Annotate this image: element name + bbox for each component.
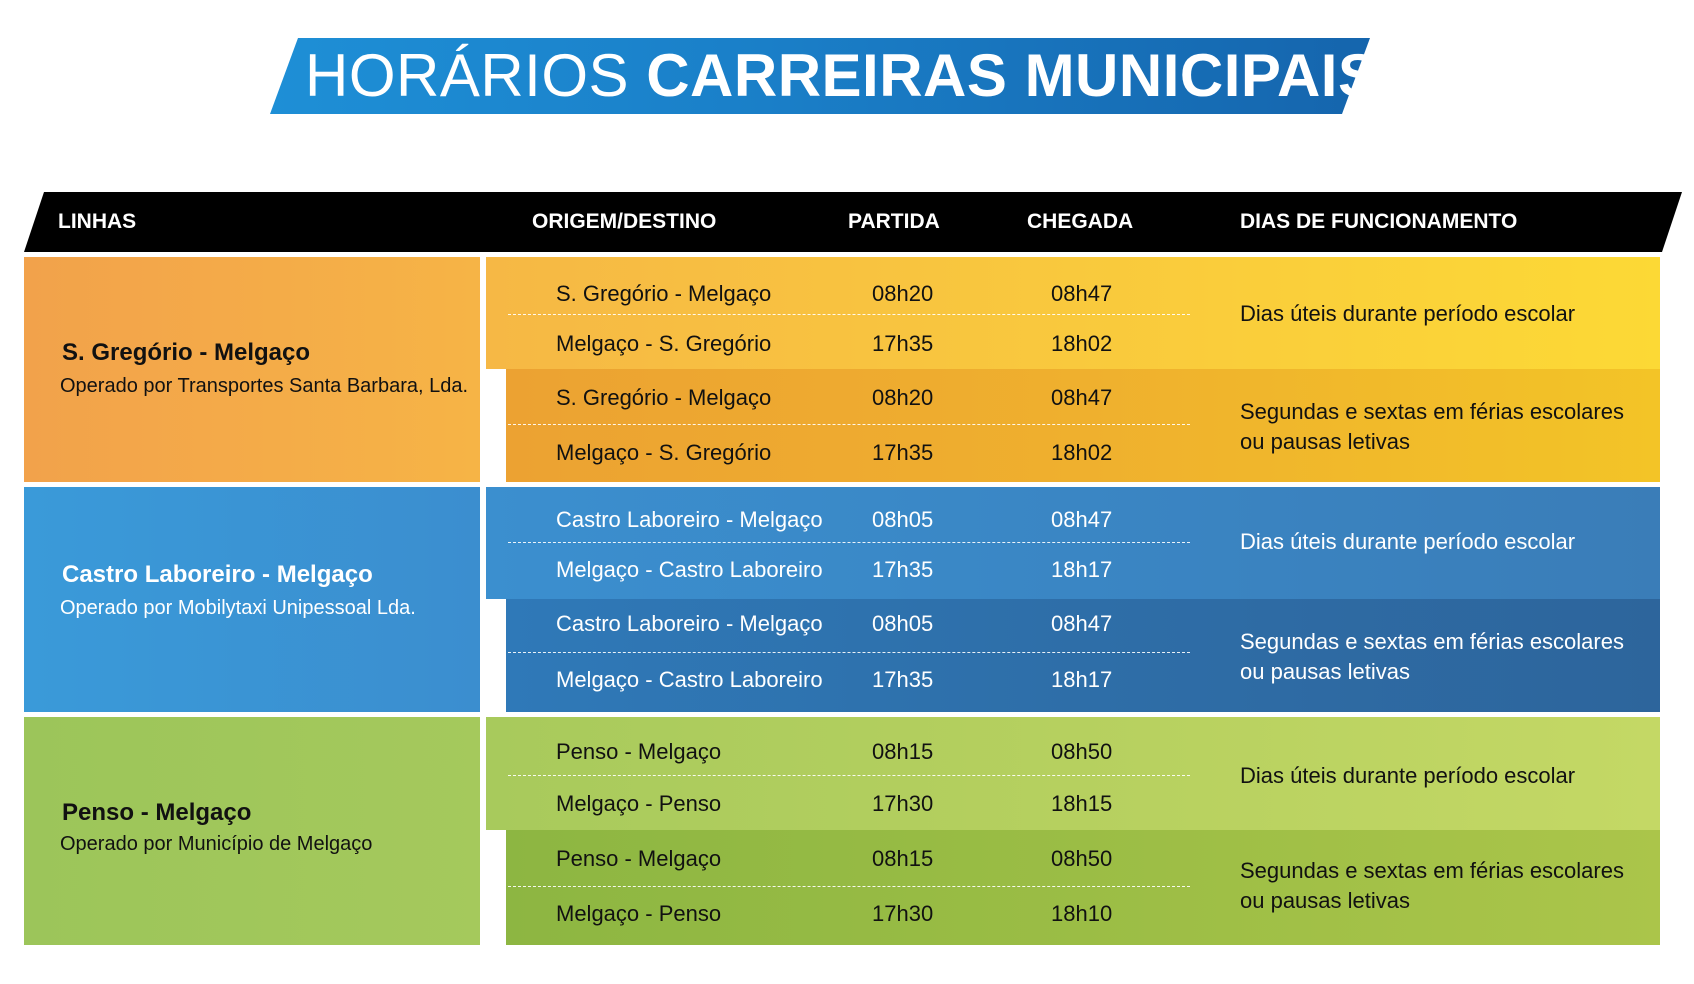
days-line: ou pausas letivas bbox=[1240, 659, 1410, 684]
days-line: Segundas e sextas em férias escolares bbox=[1240, 399, 1624, 424]
header-origem-destino: ORIGEM/DESTINO bbox=[532, 210, 717, 233]
trip-route: Melgaço - Castro Laboreiro bbox=[556, 557, 823, 582]
days-line: Dias úteis durante período escolar bbox=[1240, 301, 1576, 326]
header-partida: PARTIDA bbox=[848, 210, 940, 233]
row-divider bbox=[508, 314, 1190, 315]
trip-departure: 08h05 bbox=[872, 507, 934, 532]
trip-arrival: 08h47 bbox=[1051, 507, 1113, 532]
trip-arrival: 18h02 bbox=[1051, 440, 1113, 465]
trip-departure: 08h15 bbox=[872, 739, 934, 764]
trip-departure: 17h30 bbox=[872, 791, 934, 816]
header-linhas: LINHAS bbox=[58, 210, 137, 233]
trip-arrival: 08h47 bbox=[1051, 385, 1113, 410]
trip-arrival: 18h02 bbox=[1051, 331, 1113, 356]
line-group-penso bbox=[24, 717, 1660, 945]
trip-departure: 08h05 bbox=[872, 611, 934, 636]
trip-route: Melgaço - Castro Laboreiro bbox=[556, 667, 823, 692]
trip-departure: 08h20 bbox=[872, 281, 934, 306]
trip-route: S. Gregório - Melgaço bbox=[556, 281, 772, 306]
days-line: Segundas e sextas em férias escolares bbox=[1240, 629, 1624, 654]
row-divider bbox=[508, 775, 1190, 776]
schedule-cell bbox=[486, 487, 1660, 712]
header-chegada: CHEGADA bbox=[1027, 210, 1134, 233]
line-operator: Operado por Município de Melgaço bbox=[60, 833, 373, 855]
period-school bbox=[486, 487, 1660, 599]
line-group-s-gregorio bbox=[24, 257, 1660, 482]
period-holidays bbox=[506, 369, 1660, 482]
trip-departure: 17h30 bbox=[872, 901, 934, 926]
line-group-castro-laboreiro bbox=[24, 487, 1660, 712]
line-info-cell bbox=[24, 257, 480, 482]
line-info-cell bbox=[24, 487, 480, 712]
row-divider bbox=[508, 424, 1190, 425]
trip-departure: 17h35 bbox=[872, 440, 934, 465]
trip-arrival: 18h10 bbox=[1051, 901, 1113, 926]
operating-days bbox=[1240, 397, 1624, 457]
trip-route: Melgaço - Penso bbox=[556, 901, 722, 926]
period-holidays bbox=[506, 599, 1660, 712]
trip-route: Penso - Melgaço bbox=[556, 846, 722, 871]
period-school bbox=[486, 717, 1660, 830]
line-operator: Operado por Mobilytaxi Unipessoal Lda. bbox=[60, 597, 416, 619]
trip-route: Melgaço - S. Gregório bbox=[556, 440, 772, 465]
days-line: Segundas e sextas em férias escolares bbox=[1240, 858, 1624, 883]
days-line: ou pausas letivas bbox=[1240, 888, 1410, 913]
trip-arrival: 18h17 bbox=[1051, 557, 1113, 582]
trip-route: Castro Laboreiro - Melgaço bbox=[556, 507, 823, 532]
days-line: Dias úteis durante período escolar bbox=[1240, 763, 1576, 788]
operating-days bbox=[1240, 627, 1624, 687]
schedule-cell bbox=[486, 257, 1660, 482]
trip-arrival: 18h17 bbox=[1051, 667, 1113, 692]
trip-route: Penso - Melgaço bbox=[556, 739, 722, 764]
trip-arrival: 08h50 bbox=[1051, 846, 1113, 871]
period-school bbox=[486, 257, 1660, 369]
title-bold: CARREIRAS MUNICIPAIS bbox=[646, 42, 1379, 109]
trip-departure: 17h35 bbox=[872, 331, 934, 356]
trip-route: Castro Laboreiro - Melgaço bbox=[556, 611, 823, 636]
operating-days bbox=[1240, 856, 1624, 916]
trip-arrival: 18h15 bbox=[1051, 791, 1113, 816]
title-light: HORÁRIOS bbox=[305, 42, 630, 109]
trip-arrival: 08h50 bbox=[1051, 739, 1113, 764]
row-divider bbox=[508, 542, 1190, 543]
line-name: Penso - Melgaço bbox=[62, 799, 252, 826]
days-line: ou pausas letivas bbox=[1240, 429, 1410, 454]
trip-departure: 17h35 bbox=[872, 557, 934, 582]
trip-departure: 08h15 bbox=[872, 846, 934, 871]
line-operator: Operado por Transportes Santa Barbara, Lda. bbox=[60, 375, 469, 397]
operating-days bbox=[1240, 761, 1575, 791]
header-dias: DIAS DE FUNCIONAMENTO bbox=[1240, 210, 1518, 233]
row-divider bbox=[508, 652, 1190, 653]
period-holidays bbox=[506, 830, 1660, 945]
line-info-cell bbox=[24, 717, 480, 945]
trip-route: Melgaço - Penso bbox=[556, 791, 722, 816]
trip-arrival: 08h47 bbox=[1051, 281, 1113, 306]
operating-days bbox=[1240, 299, 1575, 329]
days-line: Dias úteis durante período escolar bbox=[1240, 529, 1576, 554]
page-title bbox=[305, 38, 1378, 114]
trip-departure: 17h35 bbox=[872, 667, 934, 692]
trip-route: Melgaço - S. Gregório bbox=[556, 331, 772, 356]
trip-arrival: 08h47 bbox=[1051, 611, 1113, 636]
trip-route: S. Gregório - Melgaço bbox=[556, 385, 772, 410]
line-name: Castro Laboreiro - Melgaço bbox=[62, 561, 373, 588]
line-name: S. Gregório - Melgaço bbox=[62, 339, 311, 366]
row-divider bbox=[508, 886, 1190, 887]
schedule-cell bbox=[486, 717, 1660, 945]
trip-departure: 08h20 bbox=[872, 385, 934, 410]
operating-days bbox=[1240, 527, 1575, 557]
